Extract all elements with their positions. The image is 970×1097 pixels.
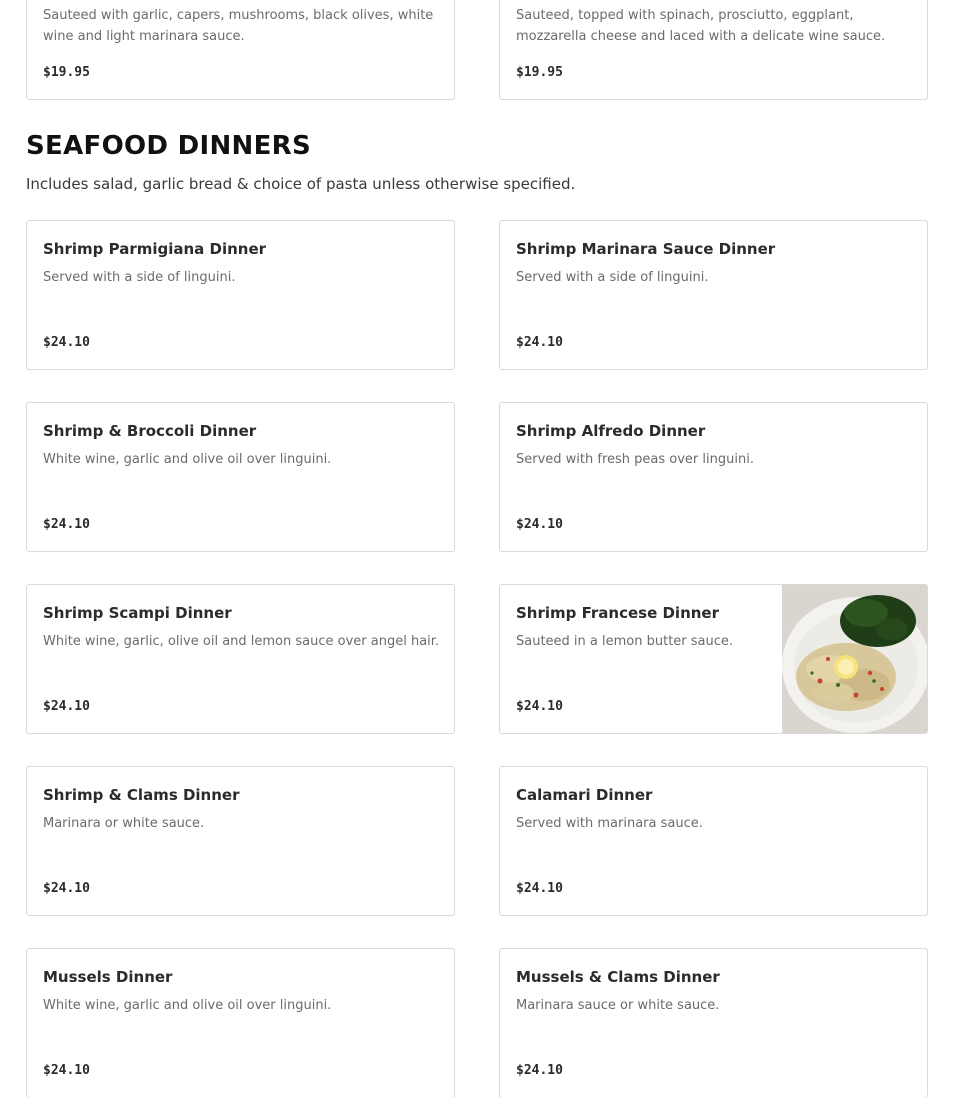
menu-item-description: Served with a side of linguini. xyxy=(43,270,236,285)
menu-item-description: White wine, garlic, olive oil and lemon sauce over angel hair. xyxy=(43,634,440,649)
menu-item-name: Shrimp & Broccoli Dinner xyxy=(43,422,257,440)
menu-item-price: $19.95 xyxy=(516,65,563,80)
menu-item-name: Shrimp Scampi Dinner xyxy=(43,604,232,622)
menu-item-card[interactable] xyxy=(26,584,455,734)
menu-item-description: Served with a side of linguini. xyxy=(516,270,709,285)
shrimp-francese-photo xyxy=(782,585,927,733)
section-title: SEAFOOD DINNERS xyxy=(26,131,311,161)
menu-item-price: $24.10 xyxy=(43,699,90,714)
menu-item-price: $24.10 xyxy=(43,881,90,896)
menu-item-price: $24.10 xyxy=(516,881,563,896)
menu-item-card[interactable] xyxy=(499,0,928,100)
menu-item-card[interactable] xyxy=(499,948,928,1097)
menu-item-description: Marinara sauce or white sauce. xyxy=(516,998,720,1013)
menu-item-description: Served with marinara sauce. xyxy=(516,816,703,831)
menu-item-card[interactable] xyxy=(499,584,928,734)
menu-item-card[interactable] xyxy=(499,402,928,552)
menu-item-photo[interactable] xyxy=(782,585,927,733)
menu-item-card[interactable] xyxy=(499,220,928,370)
section-subtitle: Includes salad, garlic bread & choice of pasta unless otherwise specified. xyxy=(26,175,576,193)
menu-item-name: Shrimp Francese Dinner xyxy=(516,604,720,622)
menu-item-description: Marinara or white sauce. xyxy=(43,816,205,831)
menu-item-name: Shrimp Parmigiana Dinner xyxy=(43,240,267,258)
menu-item-name: Shrimp Marinara Sauce Dinner xyxy=(516,240,776,258)
menu-item-card[interactable] xyxy=(499,766,928,916)
menu-item-name: Shrimp Alfredo Dinner xyxy=(516,422,706,440)
menu-item-description: Served with fresh peas over linguini. xyxy=(516,452,754,467)
menu-item-card[interactable] xyxy=(26,0,455,100)
menu-item-card[interactable] xyxy=(26,220,455,370)
menu-item-price: $24.10 xyxy=(516,335,563,350)
menu-item-name: Mussels Dinner xyxy=(43,968,173,986)
menu-item-description: White wine, garlic and olive oil over linguini. xyxy=(43,998,332,1013)
menu-item-card[interactable] xyxy=(26,402,455,552)
menu-item-description: Sauteed with garlic, capers, mushrooms, black olives, white wine and light marinara sauce. xyxy=(43,8,434,44)
menu-item-price: $24.10 xyxy=(516,699,563,714)
menu-item-card[interactable] xyxy=(26,948,455,1097)
menu-item-price: $24.10 xyxy=(516,517,563,532)
menu-item-description: Sauteed in a lemon butter sauce. xyxy=(516,634,734,649)
menu-item-price: $24.10 xyxy=(516,1063,563,1078)
menu-item-name: Calamari Dinner xyxy=(516,786,653,804)
menu-item-card[interactable] xyxy=(26,766,455,916)
menu-item-name: Mussels & Clams Dinner xyxy=(516,968,720,986)
menu-item-price: $24.10 xyxy=(43,335,90,350)
menu-item-price: $24.10 xyxy=(43,517,90,532)
menu-item-price: $19.95 xyxy=(43,65,90,80)
menu-item-name: Shrimp & Clams Dinner xyxy=(43,786,240,804)
menu-item-description: White wine, garlic and olive oil over linguini. xyxy=(43,452,332,467)
menu-item-price: $24.10 xyxy=(43,1063,90,1078)
menu-item-description: Sauteed, topped with spinach, prosciutto, eggplant, mozzarella cheese and laced with a delicate wine sauce. xyxy=(516,8,886,44)
